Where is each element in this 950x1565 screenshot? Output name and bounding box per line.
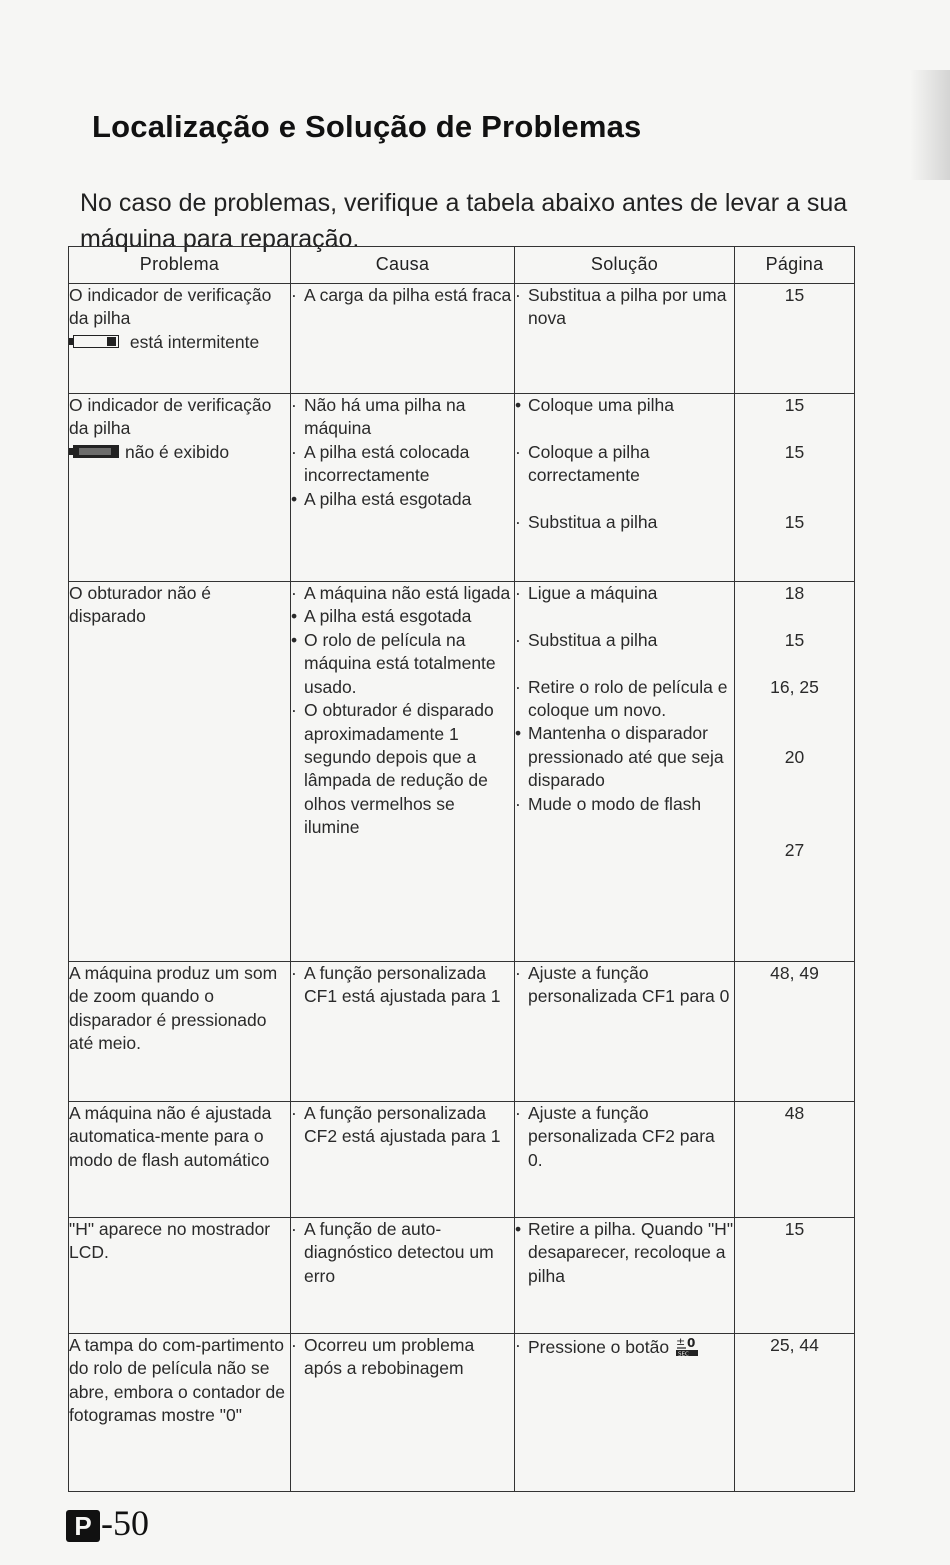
header-problem: Problema <box>69 247 291 284</box>
exposure-compensation-icon <box>674 1334 708 1358</box>
cause-item: A função personalizada CF1 está ajustada para 1 <box>304 963 501 1007</box>
table-row <box>69 962 855 1102</box>
solution-item: Ajuste a função personalizada CF2 para 0. <box>528 1103 715 1170</box>
solution-cell: • Coloque uma pilha · Coloque a pilha correctamente · Substitua a pilha <box>515 394 735 582</box>
table-row <box>69 284 855 394</box>
page-ref: 48 <box>784 1103 805 1123</box>
problem-text: está intermitente <box>125 331 260 352</box>
page-ref: 15 <box>784 441 805 462</box>
problem-text: "H" aparece no mostrador LCD. <box>69 1219 271 1263</box>
problem-text: O indicador de verificação da pilha <box>69 395 272 439</box>
problem-text: A máquina produz um som de zoom quando o disparador é pressionado até meio. <box>69 963 278 1054</box>
cause-item: Ocorreu um problema após a rebobinagem <box>304 1335 475 1379</box>
cause-cell: · Não há uma pilha na máquina · A pilha está colocada incorrectamente • A pilha está esgotada <box>291 394 515 582</box>
header-page: Página <box>735 247 855 284</box>
solution-item: Pressione o botão <box>528 1337 670 1358</box>
page-cell <box>735 962 855 1102</box>
page-ref: 15 <box>784 395 805 415</box>
problem-cell <box>69 394 291 582</box>
cause-item: A função de auto-diagnóstico detectou um erro <box>304 1219 494 1286</box>
table-row <box>69 582 855 962</box>
page-ref: 15 <box>784 285 805 305</box>
solution-item: Mantenha o disparador pressionado até que seja disparado <box>528 723 724 791</box>
page-ref: 15 <box>784 629 805 650</box>
solution-item: Coloque uma pilha <box>528 395 674 416</box>
cause-item: A pilha está colocada incorrectamente <box>304 441 470 486</box>
problem-cell <box>69 962 291 1102</box>
problem-cell <box>69 1102 291 1218</box>
cause-item: Não há uma pilha na máquina <box>304 395 466 439</box>
solution-item: Mude o modo de flash <box>528 793 702 814</box>
problem-cell <box>69 1334 291 1492</box>
cause-item: A carga da pilha está fraca <box>304 285 512 306</box>
solution-cell: · Substitua a pilha por uma nova <box>515 284 735 394</box>
cause-item: O rolo de película na máquina está totalmente usado. <box>304 629 496 697</box>
page-cell <box>735 394 855 582</box>
table-row <box>69 1218 855 1334</box>
page-title: Localização e Solução de Problemas <box>92 108 642 144</box>
svg-text:0: 0 <box>686 1336 696 1351</box>
solution-cell: · Ajuste a função personalizada CF1 para 0 <box>515 962 735 1102</box>
solution-item: Retire a pilha. Quando "H" desaparecer, recoloque a pilha <box>528 1219 734 1286</box>
page-number: -50 <box>101 1503 149 1543</box>
svg-text:±: ± <box>675 1335 686 1349</box>
problem-cell <box>69 582 291 962</box>
solution-cell: • Retire a pilha. Quando "H" desaparecer, recoloque a pilha <box>515 1218 735 1334</box>
page-cell <box>735 582 855 962</box>
solution-item: Retire o rolo de película e coloque um novo. <box>528 676 728 721</box>
cause-cell: · A carga da pilha está fraca <box>291 284 515 394</box>
troubleshooting-table <box>68 246 855 1492</box>
cause-item: A pilha está esgotada <box>304 606 472 627</box>
table-row <box>69 1102 855 1218</box>
table-row <box>69 1334 855 1492</box>
page-cell <box>735 1218 855 1334</box>
page-ref: 15 <box>784 512 805 532</box>
page-ref: 25, 44 <box>770 1335 819 1355</box>
page-cell <box>735 284 855 394</box>
solution-cell: · Ligue a máquina · Substitua a pilha · Retire o rolo de película e coloque um novo. • Mantenha o disparador pressionado até que seja disparado · Mude o modo de flash <box>515 582 735 962</box>
cause-cell: · A função personalizada CF2 está ajustada para 1 <box>291 1102 515 1218</box>
battery-blinking-icon <box>69 335 121 350</box>
page-cell <box>735 1102 855 1218</box>
page-ref: 20 <box>784 746 805 767</box>
page-ref: 15 <box>784 1219 805 1239</box>
intro-paragraph: No caso de problemas, verifique a tabela abaixo antes de levar a sua máquina para reparação. <box>80 189 848 253</box>
problem-text: O obturador não é disparado <box>69 583 212 627</box>
cause-item: A pilha está esgotada <box>304 488 472 509</box>
page-ref: 48, 49 <box>770 963 819 983</box>
solution-item: Substitua a pilha <box>528 512 658 533</box>
problem-text: não é exibido <box>125 441 230 462</box>
cause-item: A função personalizada CF2 está ajustada para 1 <box>304 1103 501 1147</box>
troubleshooting-table-wrap <box>68 246 854 1491</box>
solution-item: Ajuste a função personalizada CF1 para 0 <box>528 963 730 1007</box>
cause-cell: · A função de auto-diagnóstico detectou um erro <box>291 1218 515 1334</box>
problem-text: A tampa do com-partimento do rolo de película não se abre, embora o contador de fotogramas mostre "0" <box>69 1335 285 1426</box>
solution-item: Substitua a pilha <box>528 629 658 650</box>
page-ref: 18 <box>784 583 805 603</box>
solution-item: Ligue a máquina <box>528 583 658 604</box>
solution-item: Coloque a pilha correctamente <box>528 441 650 486</box>
header-cause: Causa <box>291 247 515 284</box>
table-row <box>69 394 855 582</box>
cause-item: A máquina não está ligada <box>304 583 511 604</box>
battery-full-icon <box>69 445 121 460</box>
solution-item: Substitua a pilha por uma nova <box>528 285 727 329</box>
header-solution: Solução <box>515 247 735 284</box>
cause-cell: · A função personalizada CF1 está ajustada para 1 <box>291 962 515 1102</box>
cause-item: O obturador é disparado aproximadamente 1 segundo depois que a lâmpada de redução de olhos vermelhos se ilumine <box>304 700 494 838</box>
page-edge-shadow <box>910 70 950 180</box>
cause-cell: · Ocorreu um problema após a rebobinagem <box>291 1334 515 1492</box>
cause-cell: · A máquina não está ligada • A pilha está esgotada • O rolo de película na máquina está totalmente usado. · O obturador é disparado aproximadamente 1 segundo depois que a lâmpada de redução de olhos vermelhos se ilumine <box>291 582 515 962</box>
problem-text: A máquina não é ajustada automatica-mente para o modo de flash automático <box>69 1103 272 1170</box>
page-cell <box>735 1334 855 1492</box>
problem-cell <box>69 1218 291 1334</box>
svg-text:SEC: SEC <box>677 1351 689 1358</box>
page-ref: 16, 25 <box>770 676 819 697</box>
problem-text: O indicador de verificação da pilha <box>69 285 272 329</box>
solution-cell: · Pressione o botão ± 0 SEC <box>515 1334 735 1492</box>
section-badge: P <box>66 1510 100 1542</box>
page-ref: 27 <box>784 840 805 861</box>
solution-cell: · Ajuste a função personalizada CF2 para 0. <box>515 1102 735 1218</box>
table-header-row <box>69 247 855 284</box>
problem-cell <box>69 284 291 394</box>
